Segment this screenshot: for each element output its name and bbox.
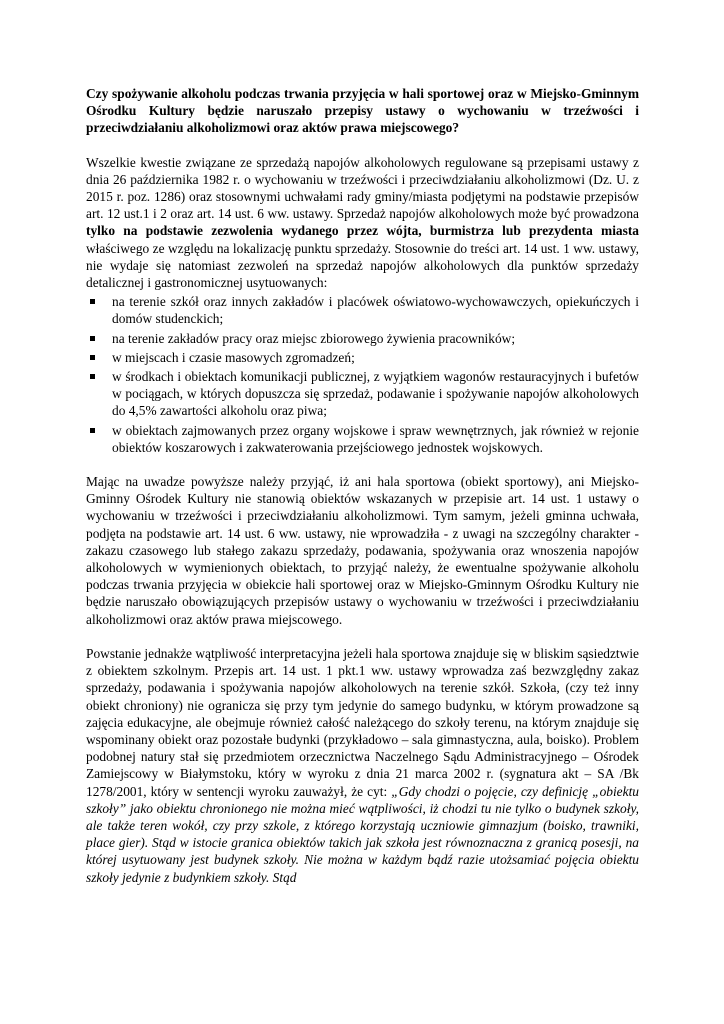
square-bullet-icon bbox=[90, 336, 95, 341]
square-bullet-icon bbox=[90, 374, 95, 379]
paragraph-intro bbox=[86, 154, 639, 292]
square-bullet-icon bbox=[90, 355, 95, 360]
document-title: Czy spożywanie alkoholu podczas trwania przyjęcia w hali sportowej oraz w Miejsko-Gminnym Ośrodku Kultury będzie naruszało przepisy ustawy o wychowaniu w trzeźwości i przeciwdziałaniu alkoholizmowi oraz aktów prawa miejscowego? bbox=[86, 86, 639, 136]
list-item-text: w miejscach i czasie masowych zgromadzeń; bbox=[112, 349, 355, 365]
list-item bbox=[86, 368, 639, 420]
list-item bbox=[86, 330, 639, 347]
list-item-text: na terenie zakładów pracy oraz miejsc zbiorowego żywienia pracowników; bbox=[112, 330, 516, 346]
list-item-text: w obiektach zajmowanych przez organy wojskowe i spraw wewnętrznych, jak również w rejonie obiektów koszarowych i zakwaterowania przejściowego jednostek wojskowych. bbox=[112, 422, 639, 455]
square-bullet-icon bbox=[90, 428, 95, 433]
document-body bbox=[86, 85, 639, 903]
list-item bbox=[86, 422, 639, 456]
paragraph-intro-text-1: Wszelkie kwestie związane ze sprzedażą napojów alkoholowych regulowane są przepisami ustawy z dnia 26 października 1982 r. o wychowaniu w trzeźwości i przeciwdziałaniu alkoholizmowi (Dz. U. z 2015 r. poz. 1286) oraz stosownymi uchwałami rady gminy/miasta podjętymi na podstawie przepisów art. 12 ust.1 i 2 oraz art. 14 ust. 6 ww. ustawy. Sprzedaż napojów alkoholowych może być prowadzona bbox=[86, 154, 639, 222]
paragraph-doubt-text: Powstanie jednakże wątpliwość interpretacyjna jeżeli hala sportowa znajduje się w bliskim sąsiedztwie z obiektem szkolnym. Przepis art. 14 ust. 1 pkt.1 ww. ustawy wprowadza zaś bezwzględny zakaz sprzedaży, podawania i spożywania napojów alkoholowych na terenie szkół. Szkoła, (czy też inny obiekt chroniony) nie ogranicza się przy tym jedynie do samego budynku, w którym prowadzone są zajęcia edukacyjne, ale obejmuje również całość należącego do szkoły terenu, na którym znajduje się wspominany obiekt oraz pozostałe budynki (przykładowo – sala gimnastyczna, aula, boisko). Problem podobnej natury stał się przedmiotem orzecznictwa Naczelnego Sądu Administracyjnego – Ośrodek Zamiejscowy w Białymstoku, który w wyroku z dnia 21 marca 2002 r. (sygnatura akt – SA /Bk 1278/2001, który w sentencji wyroku zauważył, że cyt: bbox=[86, 645, 639, 799]
paragraph-conclusion: Mając na uwadze powyższe należy przyjąć, iż ani hala sportowa (obiekt sportowy), ani Miejsko-Gminny Ośrodek Kultury nie stanowią obiektów wskazanych w przepisie art. 14 ust. 1 ustawy o wychowaniu w trzeźwości i przeciwdziałaniu alkoholizmowi. Tym samym, jeżeli gminna uchwała, podjęta na podstawie art. 14 ust. 6 ww. ustawy, nie wprowadziła - z uwagi na szczególny charakter - zakazu czasowego lub stałego zakazu sprzedaży, podawania, spożywania oraz wnoszenia napojów alkoholowych w wymienionych obiektach, to przyjąć należy, że ewentualne spożywanie alkoholu podczas trwania przyjęcia w obiekcie hali sportowej oraz w Miejsko-Gminnym Ośrodku Kultury nie będzie naruszało obowiązujących przepisów ustawy o wychowaniu w trzeźwości i przeciwdziałaniu alkoholizmowi oraz aktów prawa miejscowego. bbox=[86, 474, 639, 627]
paragraph-intro-bold: tylko na podstawie zezwolenia wydanego przez wójta, burmistrza lub prezydenta miasta bbox=[86, 223, 639, 239]
court-quote: „Gdy chodzi o pojęcie, czy definicję „obiektu szkoły” jako obiektu chronionego nie można mieć wątpliwości, iż chodzi tu nie tylko o budynek szkoły, ale także teren wokół, czy przy szkole, z którego korzystają uczniowie gimnazjum (boisko, trawniki, place gier). Stąd w istocie granica obiektów takich jak szkoła jest równoznaczna z granicą posesji, na której usytuowany jest budynek szkoły. Nie można w każdym bądź razie utożsamiać pojęcia obiektu szkoły jedynie z budynkiem szkoły. Stąd bbox=[86, 783, 639, 885]
list-item bbox=[86, 349, 639, 366]
list-item bbox=[86, 293, 639, 327]
prohibited-locations-list bbox=[86, 293, 639, 456]
list-item-text: w środkach i obiektach komunikacji publicznej, z wyjątkiem wagonów restauracyjnych i bufetów w pociągach, w których dopuszcza się sprzedaż, podawanie i spożywanie napojów alkoholowych do 4,5% zawartości alkoholu oraz piwa; bbox=[112, 369, 639, 419]
list-item-text: na terenie szkół oraz innych zakładów i placówek oświatowo-wychowawczych, opiekuńczych i domów studenckich; bbox=[112, 294, 639, 327]
square-bullet-icon bbox=[90, 299, 95, 304]
paragraph-intro-text-2: właściwego ze względu na lokalizację punktu sprzedaży. Stosownie do treści art. 14 ust. 1 ww. ustawy, nie wydaje się natomiast zezwoleń na sprzedaż napojów alkoholowych dla punktów sprzedaży detalicznej i gastronomicznej usytuowanych: bbox=[86, 240, 639, 291]
paragraph-doubt bbox=[86, 645, 639, 886]
